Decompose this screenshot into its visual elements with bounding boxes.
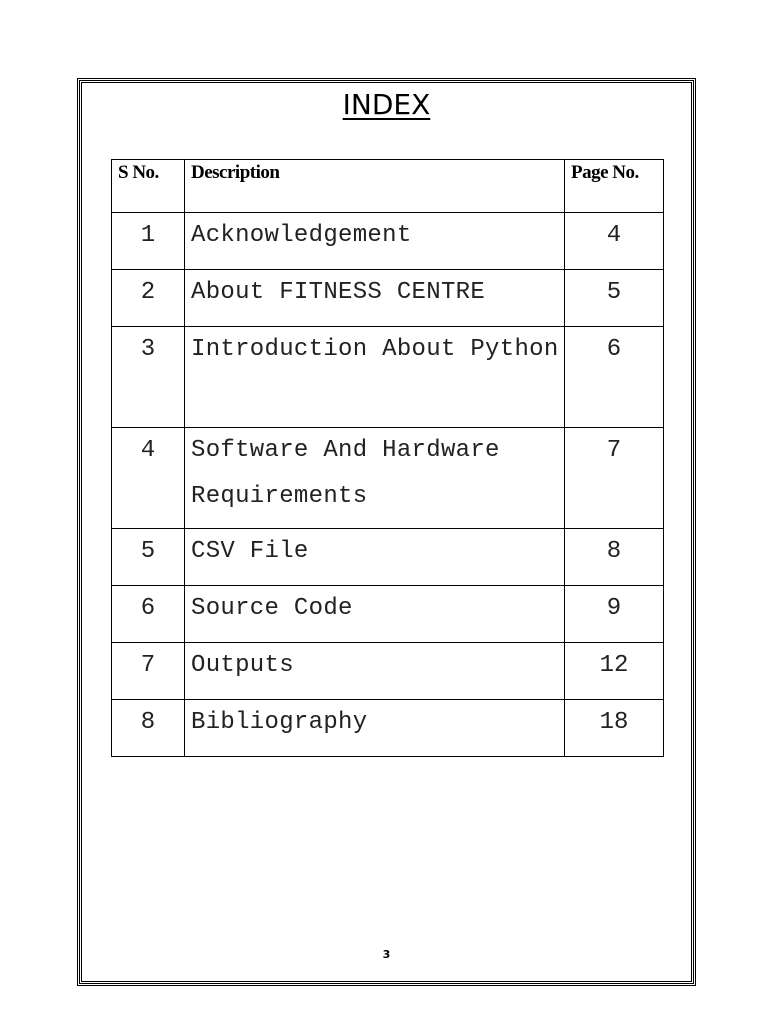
row-sno: 4 [112, 428, 185, 529]
row-page: 12 [565, 643, 664, 700]
row-description: Acknowledgement [185, 213, 565, 270]
row-description: Software And Hardware Requirements [185, 428, 565, 529]
row-description: Introduction About Python [185, 327, 565, 428]
row-sno: 8 [112, 700, 185, 757]
row-page: 18 [565, 700, 664, 757]
row-sno: 2 [112, 270, 185, 327]
header-description: Description [185, 160, 565, 213]
row-sno: 5 [112, 529, 185, 586]
page-number: 3 [382, 948, 391, 961]
header-sno: S No. [112, 160, 185, 213]
row-page: 5 [565, 270, 664, 327]
row-page: 6 [565, 327, 664, 428]
row-description: About FITNESS CENTRE [185, 270, 565, 327]
table-row [112, 428, 664, 529]
row-sno: 7 [112, 643, 185, 700]
table-row [112, 700, 664, 757]
row-description: Outputs [185, 643, 565, 700]
table-row [112, 529, 664, 586]
table-row [112, 643, 664, 700]
row-description: Source Code [185, 586, 565, 643]
row-page: 8 [565, 529, 664, 586]
table-row [112, 327, 664, 428]
page-title: INDEX [342, 88, 431, 121]
row-sno: 3 [112, 327, 185, 428]
row-page: 9 [565, 586, 664, 643]
table-header-row [112, 160, 664, 213]
row-description: Bibliography [185, 700, 565, 757]
row-sno: 1 [112, 213, 185, 270]
table-row [112, 586, 664, 643]
row-description: CSV File [185, 529, 565, 586]
row-page: 4 [565, 213, 664, 270]
header-page-no: Page No. [565, 160, 664, 213]
table-row [112, 270, 664, 327]
row-page: 7 [565, 428, 664, 529]
row-sno: 6 [112, 586, 185, 643]
index-table [111, 159, 664, 757]
table-row [112, 213, 664, 270]
